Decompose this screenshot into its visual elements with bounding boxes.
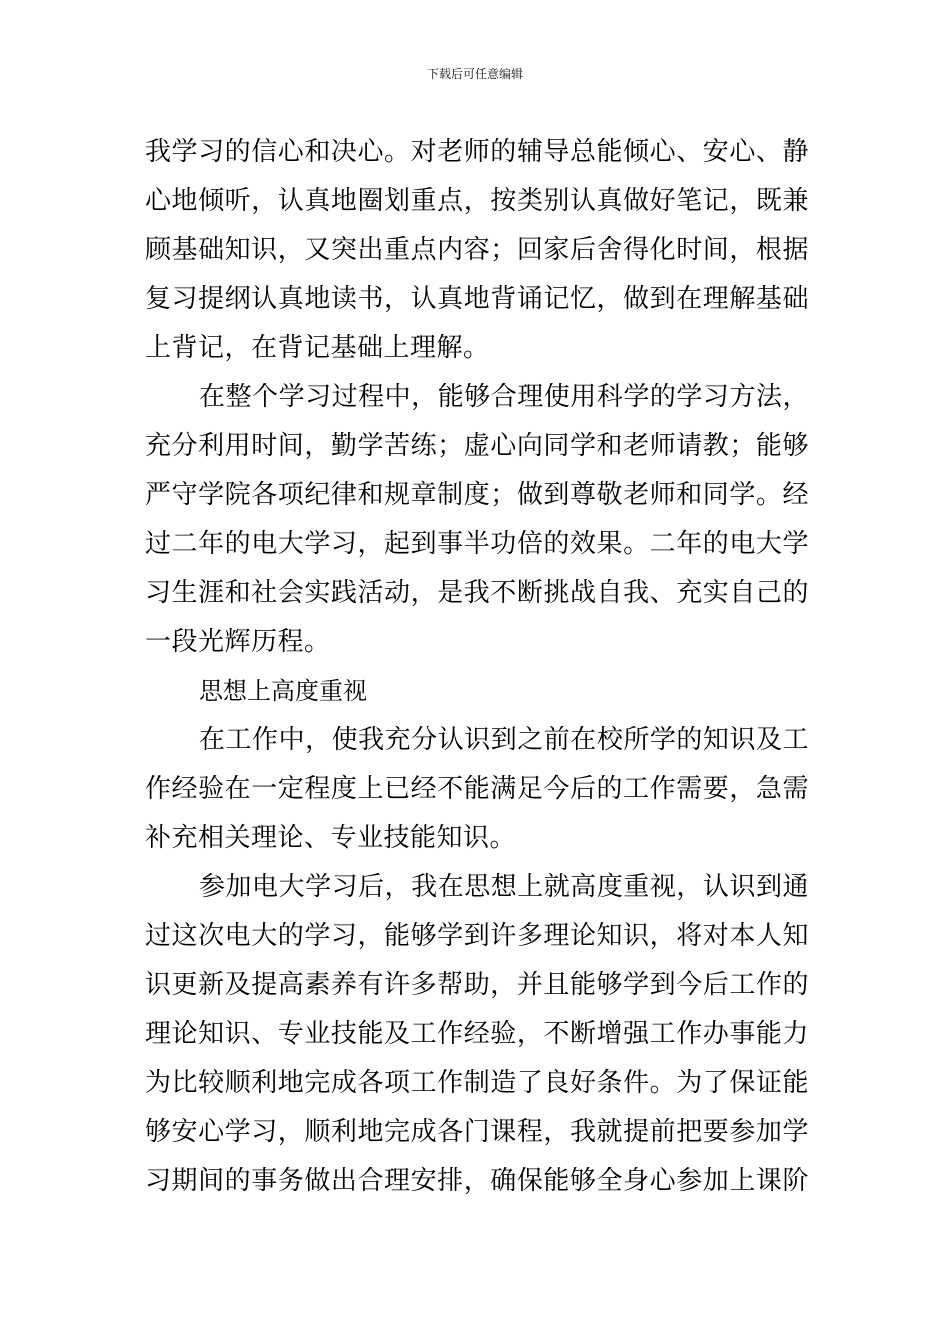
text-line: 在整个学习过程中，能够合理使用科学的学习方法， xyxy=(199,382,809,412)
text-line: 在工作中，使我充分认识到之前在校所学的知识及工 xyxy=(199,725,809,755)
text-line: 够安心学习，顺利地完成各门课程，我就提前把要参加学 xyxy=(145,1117,809,1147)
text-line: 上背记，在背记基础上理解。 xyxy=(145,333,490,363)
text-line: 过这次电大的学习，能够学到许多理论知识，将对本人知 xyxy=(145,921,809,951)
document-body xyxy=(145,128,809,1206)
text-line: 为比较顺利地完成各项工作制造了良好条件。为了保证能 xyxy=(145,1068,809,1098)
text-line: 识更新及提高素养有许多帮助，并且能够学到今后工作的 xyxy=(145,970,809,1000)
text-line: 心地倾听，认真地圈划重点，按类别认真做好笔记，既兼 xyxy=(145,186,809,216)
text-line: 严守学院各项纪律和规章制度；做到尊敬老师和同学。经 xyxy=(145,480,809,510)
text-line: 作经验在一定程度上已经不能满足今后的工作需要，急需 xyxy=(145,774,809,804)
paragraph-4 xyxy=(145,863,809,1206)
text-line: 顾基础知识，又突出重点内容；回家后舍得化时间，根据 xyxy=(145,235,809,265)
page-header-note: 下载后可任意编辑 xyxy=(426,67,523,81)
text-line: 充分利用时间，勤学苦练；虚心向同学和老师请教；能够 xyxy=(145,431,809,461)
text-line: 一段光辉历程。 xyxy=(145,627,331,657)
paragraph-2 xyxy=(145,373,809,667)
text-line: 我学习的信心和决心。对老师的辅导总能倾心、安心、静 xyxy=(145,137,809,167)
text-line: 理论知识、专业技能及工作经验，不断增强工作办事能力 xyxy=(145,1019,809,1049)
section-heading: 思想上高度重视 xyxy=(199,677,367,705)
paragraph-1 xyxy=(145,128,809,373)
paragraph-3 xyxy=(145,716,809,863)
text-line: 补充相关理论、专业技能知识。 xyxy=(145,823,517,853)
text-line: 过二年的电大学习，起到事半功倍的效果。二年的电大学 xyxy=(145,529,809,559)
text-line: 参加电大学习后，我在思想上就高度重视，认识到通 xyxy=(199,872,809,902)
text-line: 习期间的事务做出合理安排，确保能够全身心参加上课阶 xyxy=(145,1166,809,1196)
text-line: 习生涯和社会实践活动，是我不断挑战自我、充实自己的 xyxy=(145,578,809,608)
text-line: 复习提纲认真地读书，认真地背诵记忆，做到在理解基础 xyxy=(145,284,809,314)
